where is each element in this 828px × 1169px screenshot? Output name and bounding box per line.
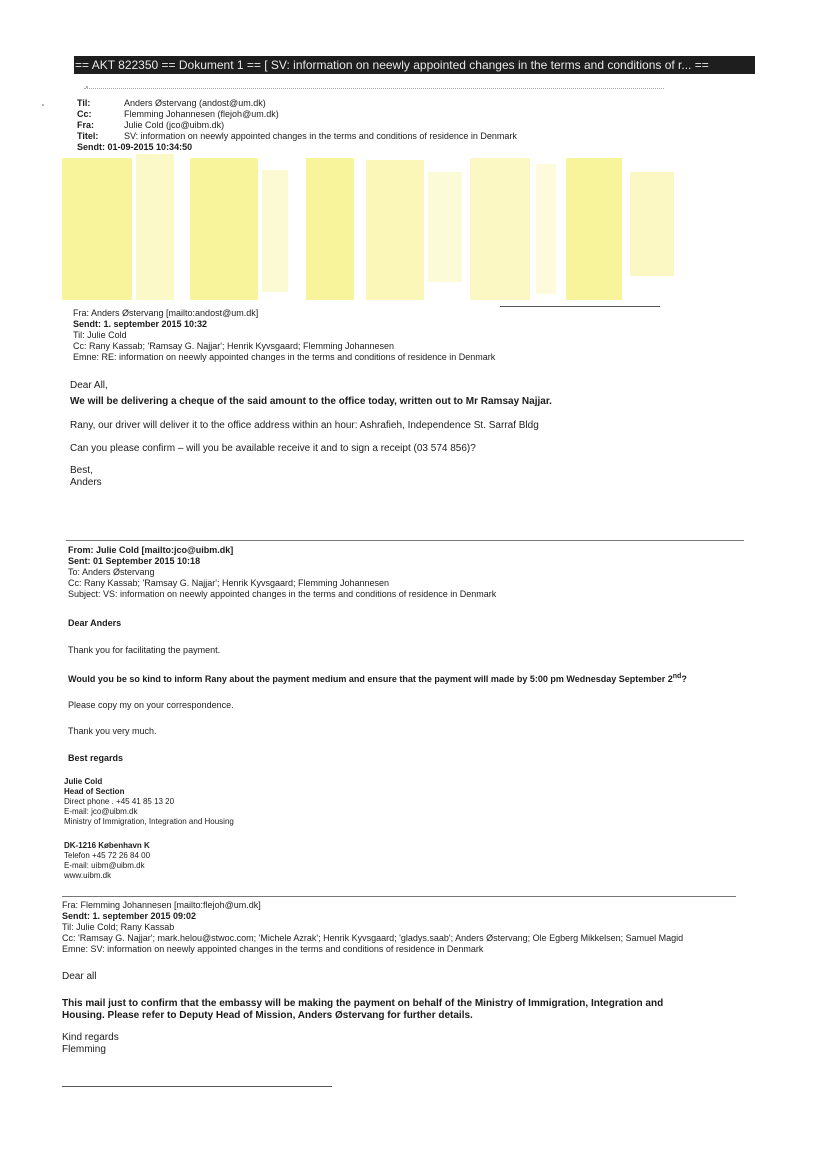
divider xyxy=(84,88,664,89)
msg1-greeting: Dear All, xyxy=(70,380,108,391)
cc-label: Cc: xyxy=(77,109,92,119)
document-banner: == AKT 822350 == Dokument 1 == [ SV: information on neewly appointed changes in the terms and conditions of r... == xyxy=(74,56,755,74)
highlight-bar xyxy=(306,158,354,300)
fra-label: Fra: xyxy=(77,120,95,130)
msg1-signature: Anders xyxy=(70,477,102,488)
msg3-closing: Kind regards xyxy=(62,1032,119,1043)
msg3-fra: Fra: Flemming Johannesen [mailto:flejoh@um.dk] xyxy=(62,900,261,910)
msg3-til: Til: Julie Cold; Rany Kassab xyxy=(62,922,175,932)
msg1-closing: Best, xyxy=(70,465,93,476)
msg2-signature xyxy=(64,777,234,827)
msg3-sendt: Sendt: 1. september 2015 09:02 xyxy=(62,911,197,921)
msg1-cc: Cc: Rany Kassab; 'Ramsay G. Najjar'; Henrik Kyvsgaard; Flemming Johannesen xyxy=(73,341,395,351)
highlight-bar xyxy=(630,172,674,276)
til-label: Til: xyxy=(77,98,91,108)
msg2-to: To: Anders Østervang xyxy=(68,567,155,577)
til-value: Anders Østervang (andost@um.dk) xyxy=(124,98,266,108)
highlight-bar xyxy=(62,158,132,300)
fra-value: Julie Cold (jco@uibm.dk) xyxy=(124,120,225,130)
msg2-paragraph: Please copy my on your correspondence. xyxy=(68,700,234,710)
msg2-p2-text: Would you be so kind to inform Rany about the payment medium and ensure that the payment will made by 5:00 pm Wednesday September 2 xyxy=(68,674,673,684)
msg1-fra: Fra: Anders Østervang [mailto:andost@um.dk] xyxy=(73,308,259,318)
highlight-bar xyxy=(470,158,530,300)
titel-value: SV: information on neewly appointed changes in the terms and conditions of residence in Denmark xyxy=(124,131,517,141)
addr-email: E-mail: uibm@uibm.dk xyxy=(64,861,145,870)
sig-ministry: Ministry of Immigration, Integration and Housing xyxy=(64,817,234,826)
msg3-emne: Emne: SV: information on neewly appointed changes in the terms and conditions of residence in Denmark xyxy=(62,944,484,954)
scan-speck xyxy=(86,86,88,88)
msg3-greeting: Dear all xyxy=(62,971,97,982)
msg1-paragraph: We will be delivering a cheque of the said amount to the office today, written out to Mr Ramsay Najjar. xyxy=(70,396,552,407)
divider xyxy=(62,896,736,897)
msg1-paragraph: Can you please confirm – will you be available receive it and to sign a receipt (03 574 856)? xyxy=(70,443,476,454)
sig-phone: Direct phone . +45 41 85 13 20 xyxy=(64,797,175,806)
msg1-paragraph: Rany, our driver will deliver it to the office address within an hour: Ashrafieh, Independence St. Sarraf Bldg xyxy=(70,420,539,431)
msg2-closing: Best regards xyxy=(68,753,124,763)
sig-title: Head of Section xyxy=(64,787,125,796)
scan-speck xyxy=(42,104,44,106)
highlight-bar xyxy=(566,158,622,300)
msg3-paragraph: This mail just to confirm that the embassy will be making the payment on behalf of the Ministry of Immigration, Integration and xyxy=(62,998,664,1009)
msg2-p2-end: ? xyxy=(681,674,687,684)
msg2-address xyxy=(64,841,150,881)
msg2-paragraph xyxy=(68,674,687,685)
highlight-bar xyxy=(366,160,424,300)
divider xyxy=(500,306,660,307)
divider xyxy=(66,540,744,541)
msg1-header xyxy=(73,308,495,363)
sig-email-label: E-mail: xyxy=(64,807,92,816)
msg2-paragraph: Thank you very much. xyxy=(68,726,157,736)
sig-name: Julie Cold xyxy=(64,777,103,786)
sendt-label: Sendt: xyxy=(77,142,105,152)
highlight-bar xyxy=(190,158,258,300)
addr-city: DK-1216 København K xyxy=(64,841,150,850)
divider xyxy=(62,1086,332,1087)
msg2-from-link[interactable]: [mailto:jco@uibm.dk] xyxy=(141,545,234,555)
addr-web-link[interactable]: www.uibm.dk xyxy=(64,871,112,880)
highlight-bar xyxy=(536,164,556,294)
msg2-p2-sup: nd xyxy=(672,673,682,680)
msg2-sent: Sent: 01 September 2015 10:18 xyxy=(68,556,201,566)
sig-email-link[interactable]: jco@uibm.dk xyxy=(91,807,138,816)
msg2-subject: Subject: VS: information on neewly appointed changes in the terms and conditions of residence in Denmark xyxy=(68,589,497,599)
msg1-emne: Emne: RE: information on neewly appointed changes in the terms and conditions of residence in Denmark xyxy=(73,352,496,362)
addr-phone: Telefon +45 72 26 84 00 xyxy=(64,851,151,860)
msg3-signature: Flemming xyxy=(62,1044,106,1055)
highlight-bar xyxy=(136,154,174,300)
msg3-header xyxy=(62,900,683,955)
msg1-sendt: Sendt: 1. september 2015 10:32 xyxy=(73,319,208,329)
msg2-greeting: Dear Anders xyxy=(68,618,122,628)
sendt-value: 01-09-2015 10:34:50 xyxy=(107,142,193,152)
msg2-header xyxy=(68,545,496,600)
titel-label: Titel: xyxy=(77,131,99,141)
msg2-from-label: From: Julie Cold xyxy=(68,545,142,555)
msg1-til: Til: Julie Cold xyxy=(73,330,127,340)
msg2-paragraph: Thank you for facilitating the payment. xyxy=(68,645,221,655)
header-block xyxy=(77,98,517,153)
highlight-bar xyxy=(262,170,288,292)
msg2-cc: Cc: Rany Kassab; 'Ramsay G. Najjar'; Henrik Kyvsgaard; Flemming Johannesen xyxy=(68,578,390,588)
msg3-paragraph: Housing. Please refer to Deputy Head of Mission, Anders Østervang for further details. xyxy=(62,1010,473,1021)
cc-value: Flemming Johannesen (flejoh@um.dk) xyxy=(124,109,279,119)
highlight-bar xyxy=(428,172,462,282)
msg3-cc: Cc: 'Ramsay G. Najjar'; mark.helou@stwoc.com; 'Michele Azrak'; Henrik Kyvsgaard; 'gladys.saab'; Anders Østervang; Ole Egberg Mikkelsen; Samuel Magid xyxy=(62,933,684,943)
